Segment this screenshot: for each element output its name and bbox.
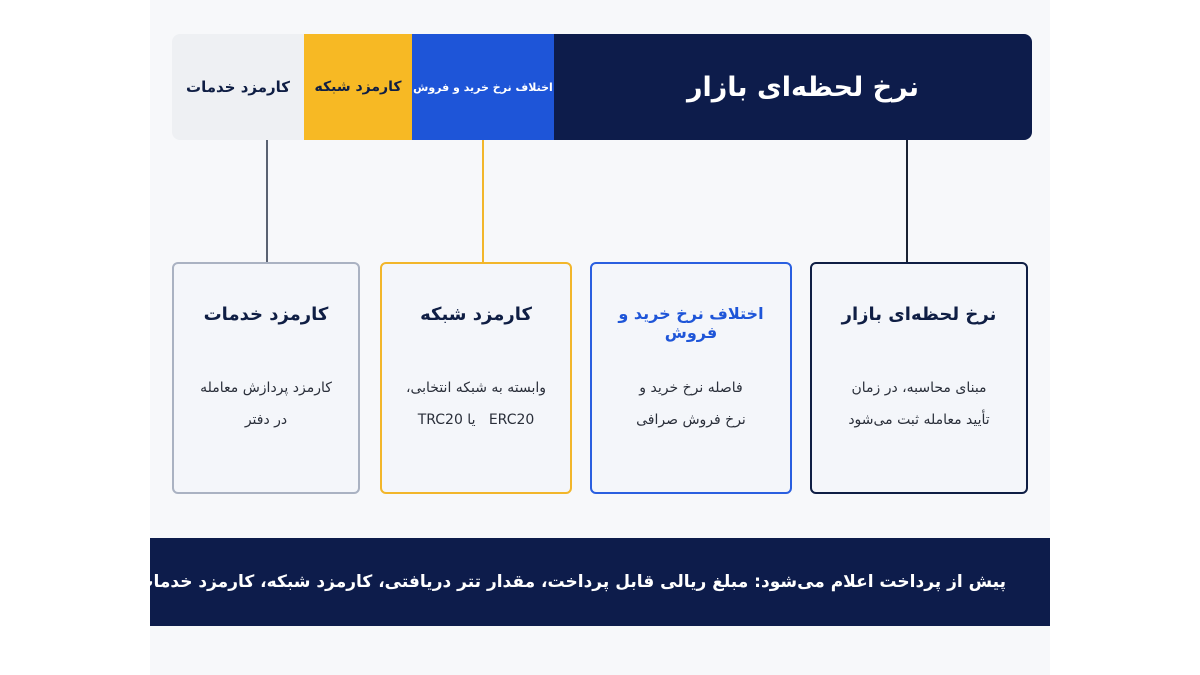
- card-line: در دفتر: [244, 412, 288, 428]
- card-description: [822, 372, 1016, 436]
- bar-segment-spread: [412, 34, 554, 140]
- card-title: نرخ لحظه‌ای بازار: [841, 304, 997, 325]
- card-line: وابسته به شبکه انتخابی،: [405, 380, 547, 396]
- bar-segment-market-rate: [554, 34, 1032, 140]
- connector-network: [482, 140, 484, 262]
- card-line: ERC20 یا TRC20: [417, 412, 535, 428]
- card-description: [392, 372, 560, 436]
- card-line: تأیید معامله ثبت می‌شود: [848, 412, 990, 428]
- card-title: کارمزد خدمات: [203, 304, 329, 325]
- bar-label-market-rate: نرخ لحظه‌ای بازار: [686, 71, 920, 103]
- card-line: نرخ فروش صرافی: [636, 412, 746, 428]
- fee-breakdown-bar: [172, 34, 1032, 140]
- card-title: کارمزد شبکه: [420, 304, 532, 325]
- card-spread: [590, 262, 792, 494]
- card-line: مبنای محاسبه، در زمان: [851, 380, 987, 396]
- footer-banner: [136, 538, 1050, 626]
- footer-text: پیش از پرداخت اعلام می‌شود: مبلغ ریالی قابل پرداخت، مقدار تتر دریافتی، کارمزد شبکه، کارمزد خدمات: [136, 572, 1006, 592]
- card-description: [602, 372, 780, 436]
- connector-service: [266, 140, 268, 262]
- card-line: کارمزد پردازش معامله: [200, 380, 332, 396]
- card-description: [184, 372, 348, 436]
- bar-segment-network-fee: [304, 34, 412, 140]
- card-service-fee: [172, 262, 360, 494]
- card-market-rate: [810, 262, 1028, 494]
- card-title: اختلاف نرخ خرید و فروش: [618, 304, 764, 342]
- bar-label-service-fee: کارمزد خدمات: [186, 78, 290, 96]
- bar-label-spread: اختلاف نرخ خرید و فروش: [413, 80, 553, 94]
- card-line: فاصله نرخ خرید و: [639, 380, 743, 396]
- bar-segment-service-fee: [172, 34, 304, 140]
- bar-label-network-fee: کارمزد شبکه: [314, 79, 402, 95]
- card-network-fee: [380, 262, 572, 494]
- connector-market: [906, 140, 908, 262]
